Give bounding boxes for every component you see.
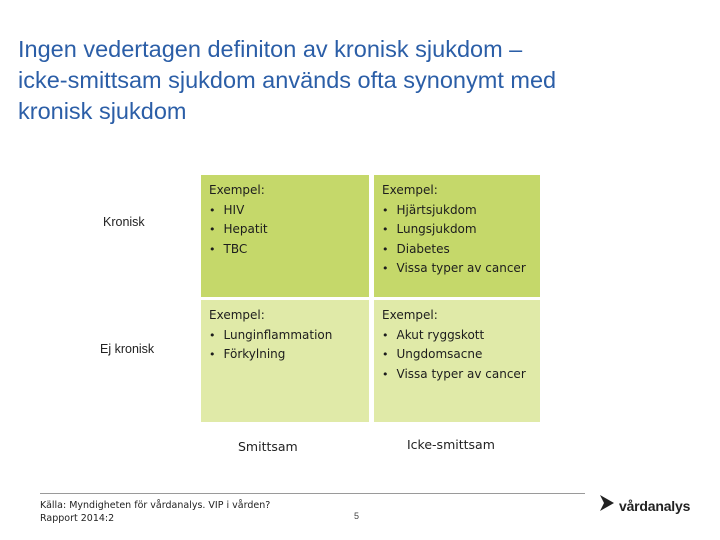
cell-heading: Exempel: [209, 183, 265, 197]
example-list [382, 326, 540, 385]
row-label-ej-kronisk: Ej kronisk [100, 342, 155, 356]
title-line-3: kronisk sjukdom [18, 98, 187, 124]
cell-heading: Exempel: [209, 308, 265, 322]
example-list [209, 326, 369, 365]
col-label-smittsam: Smittsam [238, 439, 298, 454]
title-line-2: icke-smittsam sjukdom används ofta synonymt med [18, 67, 557, 93]
list-item: • Hjärtsjukdom [382, 201, 540, 221]
cell-ej-kronisk-smittsam [201, 300, 369, 422]
list-item: • TBC [209, 240, 369, 260]
cell-kronisk-icke-smittsam [374, 175, 540, 297]
row-label-kronisk: Kronisk [103, 215, 145, 229]
source-line-1: Källa: Myndigheten för vårdanalys. VIP i vården? [40, 500, 271, 511]
list-item: • Förkylning [209, 345, 369, 365]
cell-kronisk-smittsam [201, 175, 369, 297]
example-list [382, 201, 540, 279]
list-item: • Vissa typer av cancer [382, 365, 540, 385]
col-label-icke-smittsam: Icke-smittsam [407, 437, 495, 452]
page-number: 5 [354, 511, 360, 521]
list-item: • Ungdomsacne [382, 345, 540, 365]
vardanalys-logo [598, 494, 690, 517]
cell-heading: Exempel: [382, 308, 438, 322]
cell-ej-kronisk-icke-smittsam [374, 300, 540, 422]
list-item: • Lunginflammation [209, 326, 369, 346]
list-item: • Hepatit [209, 220, 369, 240]
source-citation [40, 499, 270, 525]
list-item: • Diabetes [382, 240, 540, 260]
list-item: • Akut ryggskott [382, 326, 540, 346]
arrow-play-icon [598, 494, 616, 517]
cell-heading: Exempel: [382, 183, 438, 197]
list-item: • Vissa typer av cancer [382, 259, 540, 279]
logo-text: vårdanalys [619, 497, 691, 514]
list-item: • Lungsjukdom [382, 220, 540, 240]
slide-title [18, 34, 678, 127]
source-line-2: Rapport 2014:2 [40, 513, 115, 524]
list-item: • HIV [209, 201, 369, 221]
title-line-1: Ingen vedertagen definiton av kronisk sjukdom – [18, 36, 523, 62]
footer-divider [40, 493, 585, 494]
example-list [209, 201, 369, 260]
